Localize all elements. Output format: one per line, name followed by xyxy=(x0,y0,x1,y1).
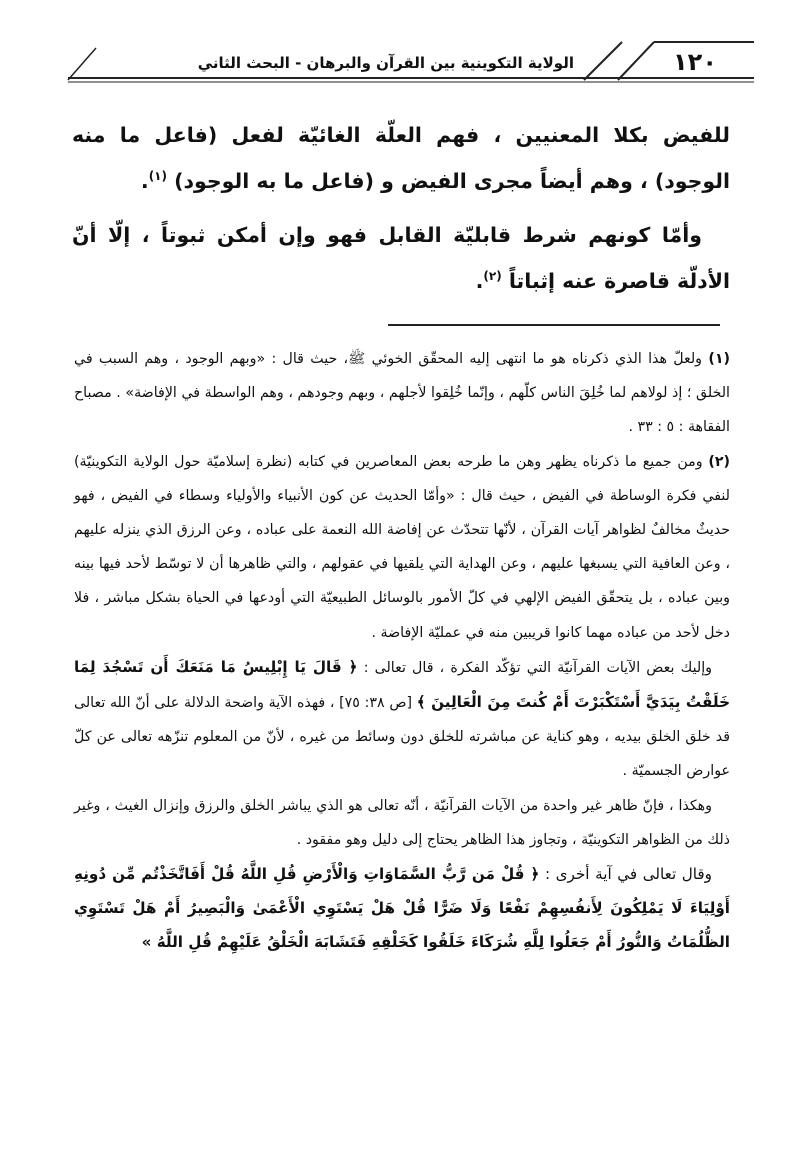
body-paragraph xyxy=(72,212,730,304)
footnote-text: ولعلّ هذا الذي ذكرناه هو ما انتهى إليه المحقّق الخوئي ﷺ، حيث قال : «وبهم الوجود ، وهم السبب في الخلق ؛ إذ لولاهم لما خُلِقَ الناس كلّهم ، وإنّما خُلِقوا لأجلهم ، وبهم وجودهم ، وهم الواسطة في الإفاضة» . مصباح الفقاهة : ٥ : ٣٣ . xyxy=(74,351,730,436)
paragraph-text: للفيض بكلا المعنيين ، فهم العلّة الغائيّة لفعل (فاعل ما منه الوجود) ، وهم أيضاً مجرى الفيض و (فاعل ما به الوجود) xyxy=(72,123,730,193)
footnote xyxy=(74,445,730,650)
footnote-text: [ص ٣٨: ٧٥] ، فهذه الآية واضحة الدلالة على أنّ الله تعالى قد خلق الخلق بيديه ، وهو كناية عن مباشرته للخلق دون وسائط من غيره ، لأنّ من المعلوم تنزّهه تعالى عن كلّ عوارض الجسميّة . xyxy=(74,695,730,780)
paragraph-text: وأمّا كونهم شرط قابليّة القابل فهو وإن أمكن ثبوتاً ، إلّا أنّ الأدلّة قاصرة عنه إثباتاً xyxy=(72,223,730,293)
period: . xyxy=(475,269,484,293)
quran-verse: ﴿ قُلْ مَن رَّبُّ السَّمَاوَاتِ وَالْأَرْضِ قُلِ اللَّهُ قُلْ أَفَاتَّخَذْتُم مِّن دُونِهِ أَوْلِيَاءَ لَا يَمْلِكُونَ لِأَنفُسِهِمْ نَفْعًا وَلَا ضَرًّا قُلْ هَلْ يَسْتَوِي الْأَعْمَىٰ وَالْبَصِيرُ أَمْ هَلْ تَسْتَوِي الظُّلُمَاتُ وَالنُّورُ أَمْ جَعَلُوا لِلَّهِ شُرَكَاءَ خَلَقُوا كَخَلْقِهِ فَتَشَابَهَ الْخَلْقُ عَلَيْهِمْ قُلِ اللَّهُ » xyxy=(74,865,730,952)
main-text xyxy=(72,112,730,304)
footnote-ref: (١) xyxy=(148,169,167,184)
running-title: الولاية التكوينية بين القرآن والبرهان - البحث الثاني xyxy=(197,54,574,72)
quran-verse: ﴿ قَالَ يَا إِبْلِيسُ مَا مَنَعَكَ أَن تَسْجُدَ لِمَا خَلَقْتُ بِيَدَيَّ أَسْتَكْبَرْتَ أَمْ كُنتَ مِنَ الْعَالِينَ ﴾ xyxy=(74,657,731,712)
footnote xyxy=(74,342,730,445)
footnote-text: وهكذا ، فإنّ ظاهر غير واحدة من الآيات القرآنيّة ، أنّه تعالى هو الذي يباشر الخلق والرزق وإنزال الغيث ، وغير ذلك من الظواهر التكوينيّة ، وتجاوز هذا الظاهر يحتاج إلى دليل وهو مفقود . xyxy=(74,797,730,848)
page-header xyxy=(66,38,756,96)
footnote-continuation xyxy=(74,857,730,960)
page-number: ١٢٠ xyxy=(673,48,717,76)
footnote-separator xyxy=(388,324,720,326)
footnotes xyxy=(74,342,730,960)
footnote-text: وقال تعالى في آية أخرى : xyxy=(544,865,712,884)
footnote-number: (٢) xyxy=(708,453,730,470)
body-paragraph xyxy=(72,112,730,204)
period: . xyxy=(140,169,149,193)
footnote-text: ومن جميع ما ذكرناه يظهر وهن ما طرحه بعض المعاصرين في كتابه (نظرة إسلاميّة حول الولاية التكوينيّة) لنفي فكرة الوساطة في الفيض ، حيث قال : «وأمّا الحديث عن كون الأنبياء والأولياء وسطاء في الفيض ، فهو حديثٌ مخالفٌ لظواهر آيات القرآن ، لأنّها تتحدّث عن إفاضة الله النعمة على عباده ، وعن الرزق الذي ينزله عليهم ، وعن العافية التي يسبغها عليهم ، وعن الهداية التي يلقيها في عقولهم ، والتي ظاهرها أن لا توسّط لأحد فيها بينه وبين عباده ، بل يتحقّق الفيض الإلهي في كلّ الأمور بالوسائل الطبيعيّة التي أودعها في الحياة بشكل مباشر ، فلا دخل لأحد من عباده مهما كانوا قريبين منه في عمليّة الإفاضة . xyxy=(74,453,730,641)
footnote-text: وإليك بعض الآيات القرآنيّة التي تؤكّد الفكرة ، قال تعالى : xyxy=(363,659,712,676)
footnote-ref: (٢) xyxy=(483,269,502,284)
footnote-number: (١) xyxy=(708,351,730,367)
footnote-continuation xyxy=(74,650,730,789)
footnote-continuation xyxy=(74,789,730,857)
